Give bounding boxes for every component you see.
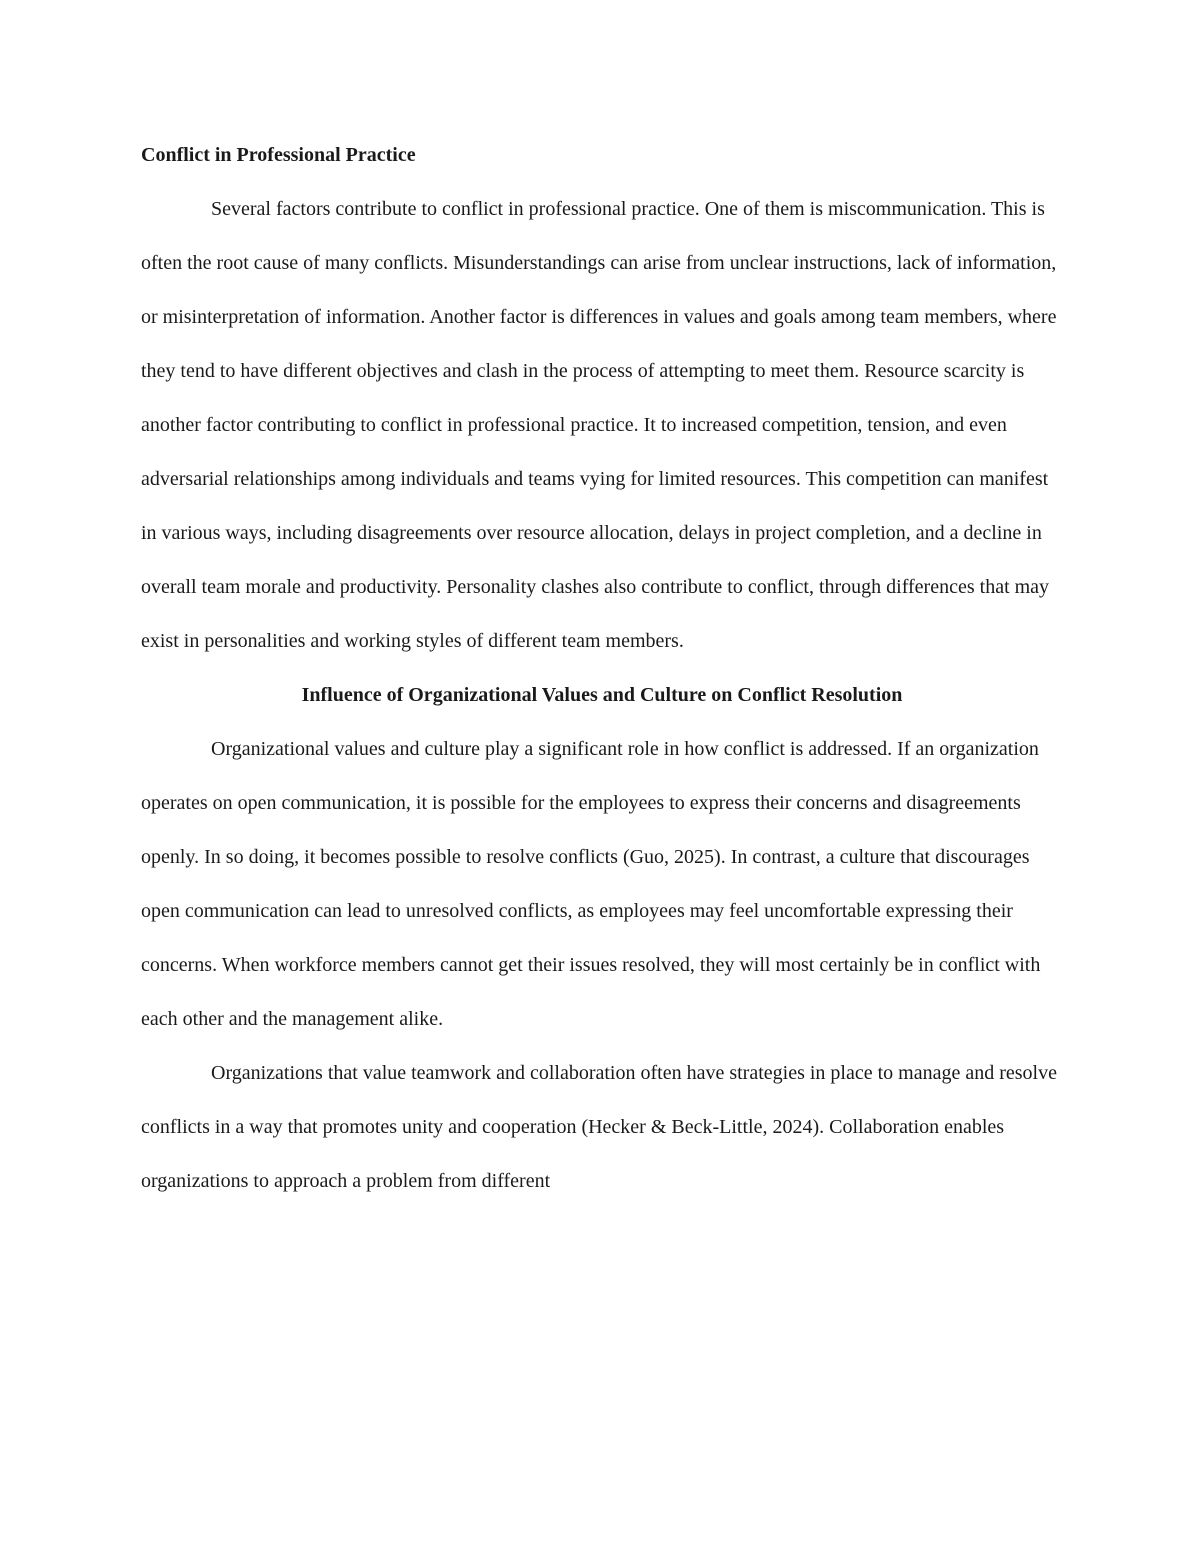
- section-heading-organizational-values: Influence of Organizational Values and Culture on Conflict Resolution: [301, 684, 903, 706]
- paragraph-conflict-factors: Several factors contribute to conflict in professional practice. One of them is miscommunication. This is often the root cause of many conflicts. Misunderstandings can arise from unclear instructions, lack of information, or misinterpretation of information. Another factor is differences in values and goals among team members, where they tend to have different objectives and clash in the process of attempting to meet them. Resource scarcity is another factor contributing to conflict in professional practice. It to increased competition, tension, and even adversarial relationships among individuals and teams vying for limited resources. This competition can manifest in various ways, including disagreements over resource allocation, delays in project completion, and a decline in overall team morale and productivity. Personality clashes also contribute to conflict, through differences that may exist in personalities and working styles of different team members.: [141, 198, 1057, 652]
- section-heading-conflict-in-professional-practice: Conflict in Professional Practice: [141, 144, 416, 166]
- paragraph-open-communication: Organizational values and culture play a significant role in how conflict is addressed. If an organization operates on open communication, it is possible for the employees to express their concerns and disagreements openly. In so doing, it becomes possible to resolve conflicts (Guo, 2025). In contrast, a culture that discourages open communication can lead to unresolved conflicts, as employees may feel uncomfortable expressing their concerns. When workforce members cannot get their issues resolved, they will most certainly be in conflict with each other and the management alike.: [141, 738, 1041, 1030]
- document-page: [141, 128, 1063, 1208]
- paragraph-teamwork-collaboration: Organizations that value teamwork and collaboration often have strategies in place to manage and resolve conflicts in a way that promotes unity and cooperation (Hecker & Beck-Little, 2024). Collaboration enables organizations to approach a problem from different: [141, 1062, 1057, 1192]
